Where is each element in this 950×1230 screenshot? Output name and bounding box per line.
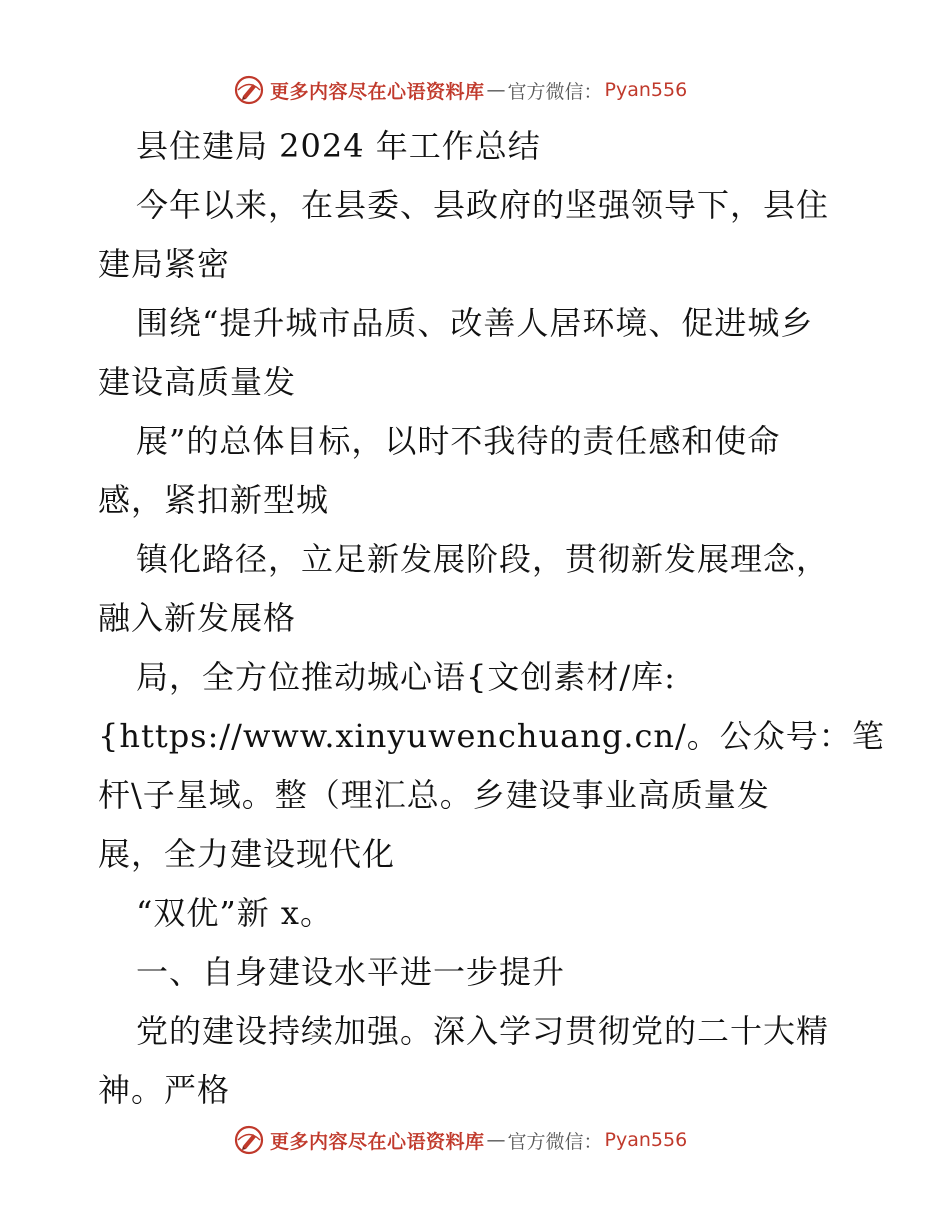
text-line: 建局紧密 (98, 245, 231, 283)
pen-logo-icon (234, 75, 264, 105)
text-line: 党的建设持续加强。深入学习贯彻党的二十大精 (136, 1012, 830, 1050)
watermark-label: 官方微信： (507, 1130, 603, 1153)
watermark-brand: 更多内容尽在心语资料库 (270, 80, 485, 103)
watermark-footer (234, 1122, 687, 1158)
text-line: 感，紧扣新型城 (98, 481, 330, 519)
text-line: “双优”新 x。 (136, 894, 333, 932)
text-line: 展，全力建设现代化 (98, 835, 396, 873)
text-line-url: {https://www.xinyuwenchuang.cn/。公众号：笔 (98, 717, 885, 755)
text-line: 杆\子星域。整（理汇总。乡建设事业高质量发 (98, 776, 770, 814)
pen-logo-icon (234, 1125, 264, 1155)
watermark-separator: — (486, 79, 506, 101)
text-line: 展”的总体目标，以时不我待的责任感和使命 (136, 422, 781, 460)
watermark-label: 官方微信： (507, 80, 603, 103)
text-line: 围绕“提升城市品质、改善人居环境、促进城乡 (136, 304, 814, 342)
text-line: 神。严格 (98, 1071, 231, 1109)
watermark-wechat-id: Pyan556 (604, 79, 688, 101)
section-heading: 一、自身建设水平进一步提升 (136, 953, 566, 991)
text-line: 建设高质量发 (98, 363, 297, 401)
text-line: 融入新发展格 (98, 599, 297, 637)
watermark-separator: — (486, 1129, 506, 1151)
watermark-header (234, 72, 687, 108)
text-line: 今年以来，在县委、县政府的坚强领导下，县住 (136, 186, 830, 224)
watermark-brand: 更多内容尽在心语资料库 (270, 1130, 485, 1153)
text-line: 局，全方位推动城心语{文创素材/库: (136, 658, 676, 696)
text-line: 镇化路径，立足新发展阶段，贯彻新发展理念， (136, 540, 830, 578)
watermark-wechat-id: Pyan556 (604, 1129, 688, 1151)
document-title: 县住建局 2024 年工作总结 (136, 127, 541, 165)
